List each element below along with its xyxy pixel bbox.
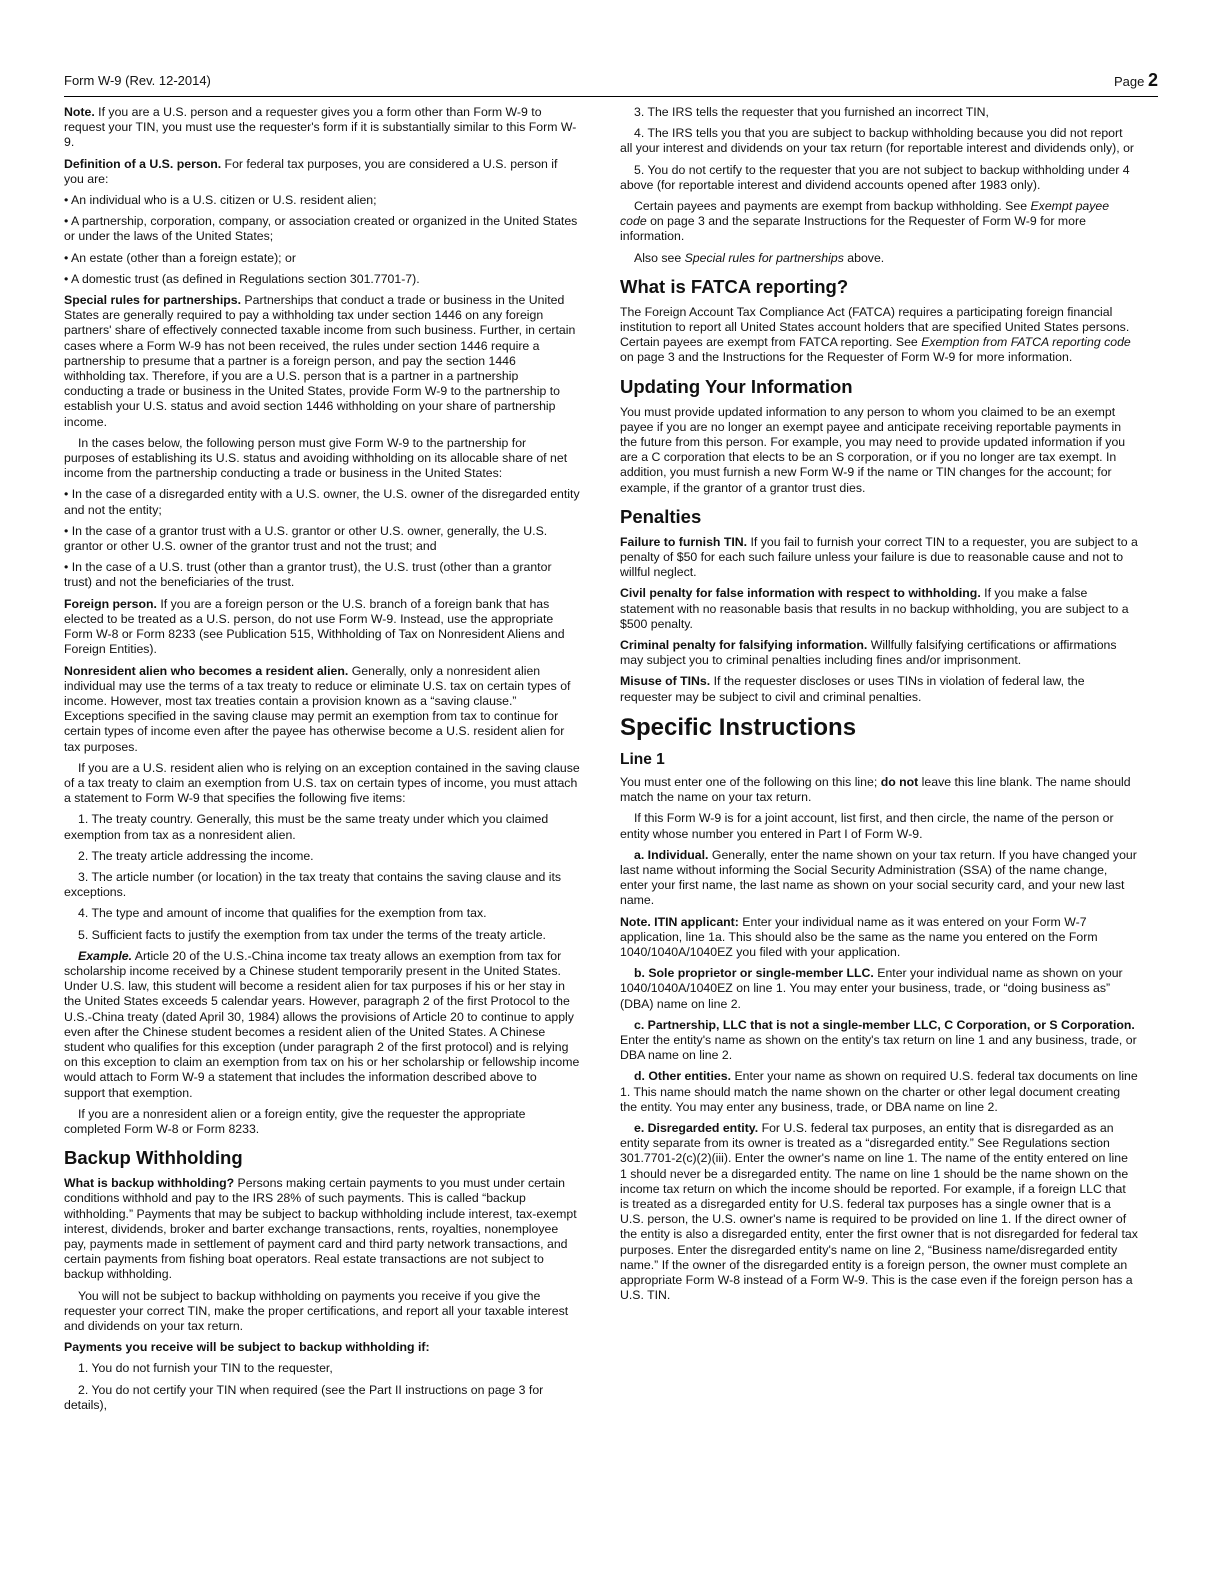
fatca-heading: What is FATCA reporting?	[620, 275, 849, 297]
what-is-backup-text: Persons making certain payments to you must under certain conditions withhold and pay to the IRS 28% of such payments. This is called “backup withholding.” Payments that may be subject to backup withholding include interest, tax-exempt interest, dividends, broker and barter exchange transactions, rents, royalties, nonemployee pay, payments made in settlement of payment card and third party network transactions, and certain payments from fishing boat operators. Real estate transactions are not subject to backup withholding.	[64, 1176, 577, 1282]
payments-item: 3. The IRS tells the requester that you furnished an incorrect TIN,	[634, 105, 989, 119]
joint-account-paragraph: If this Form W-9 is for a joint account, list first, and then circle, the name of the person or entity whose number you entered in Part I of Form W-9.	[620, 811, 1114, 841]
payments-item: 1. You do not furnish your TIN to the requester,	[78, 1361, 333, 1376]
foreign-person-paragraph	[64, 597, 580, 658]
example-lead	[78, 949, 132, 963]
sole-proprietor-paragraph	[620, 966, 1138, 1012]
exempt-payees-paragraph	[620, 199, 1138, 245]
also-text-2: above.	[843, 250, 885, 265]
sole-proprietor-lead: b. Sole proprietor or single-member LLC.	[634, 966, 874, 981]
cases-bullet: • In the case of a grantor trust with a U.S. grantor or other U.S. owner, generally, the U.S. grantor or other U.S. owner of the grantor trust and not the trust; and	[64, 523, 548, 554]
civil-penalty-paragraph	[620, 586, 1138, 632]
not-subject-paragraph: You will not be subject to backup withholding on payments you receive if you give the requester your correct TIN, make the proper certifications, and report all your taxable interest and dividends on your tax return.	[64, 1288, 569, 1334]
civil-penalty-text: If you make a false statement with no reasonable basis that results in no backup withholding, you are subject to a $500 penalty.	[620, 586, 1129, 631]
updating-heading: Updating Your Information	[620, 375, 853, 397]
special-rules-paragraph	[64, 293, 580, 430]
nonresident-foreign-paragraph: If you are a nonresident alien or a foreign entity, give the requester the appropriate completed Form W-8 or Form 8233.	[64, 1106, 526, 1136]
foreign-person-lead: Foreign person.	[64, 596, 157, 611]
specific-instructions-heading: Specific Instructions	[620, 713, 857, 741]
special-rules-text: Partnerships that conduct a trade or business in the United States are generally required to pay a withholding tax under section 1446 on any foreign partners' share of effectively connected taxable income from such business. Further, in certain cases where a Form W-9 has not been received, the rules under section 1446 require a partnership to presume that a partner is a foreign person, and pay the section 1446 withholding tax. Therefore, if you are a U.S. person that is a partner in a partnership conducting a trade or business in the United States, provide Form W-9 to the partnership to establish your U.S. status and avoid section 1446 withholding on your share of partnership income.	[64, 293, 576, 429]
civil-penalty-lead: Civil penalty for false information with respect to withholding.	[620, 586, 981, 601]
page-number-value: 2	[1147, 70, 1158, 90]
line-1-paragraph	[620, 775, 1138, 805]
itin-text: Enter your individual name as it was entered on your Form W-7 application, line 1a. This should also be the same as the name you entered on the Form 1040/1040A/1040EZ you filed with your application.	[620, 914, 1098, 959]
left-column	[64, 105, 580, 1419]
criminal-penalty-lead: Criminal penalty for falsifying information.	[620, 638, 868, 653]
individual-paragraph	[620, 848, 1138, 909]
what-is-backup-paragraph	[64, 1176, 580, 1282]
definition-bullet: • A domestic trust (as defined in Regulations section 301.7701-7).	[64, 271, 420, 286]
exempt-text-2: on page 3 and the separate Instructions for the Requester of Form W-9 for more information.	[620, 214, 1086, 244]
penalties-heading: Penalties	[620, 505, 702, 527]
individual-lead: a. Individual.	[634, 847, 709, 862]
line-1-do-not: do not	[880, 774, 919, 789]
payments-subject-lead: Payments you receive will be subject to backup withholding if:	[64, 1340, 430, 1355]
nonresident-paragraph	[64, 664, 580, 755]
misuse-paragraph	[620, 674, 1138, 704]
fatca-code-ref: Exemption from FATCA reporting code	[921, 335, 1131, 350]
criminal-penalty-text: Willfully falsifying certifications or affirmations may subject you to criminal penalties including fines and/or imprisonment.	[620, 638, 1117, 668]
disregarded-entity-text: For U.S. federal tax purposes, an entity that is disregarded as an entity separate from its owner is treated as a “disregarded entity.” See Regulations section 301.7701-2(c)(2)(iii). Enter the owner's name on line 1. The name of the entity entered on line 1 should never be a disregarded entity. The name on line 1 should be the name shown on the income tax return on which the income should be reported. For example, if a foreign LLC that is treated as a disregarded entity for U.S. federal tax purposes has a single owner that is a U.S. person, the U.S. owner's name is required to be provided on line 1. If the direct owner of the entity is also a disregarded entity, enter the first owner that is not disregarded for federal tax purposes. Enter the disregarded entity's name on line 2, “Business name/disregarded entity name.” If the owner of the disregarded entity is a foreign person, the owner must complete an appropriate Form W-8 instead of a Form W-9. This is the case even if the foreign person has a U.S. TIN.	[620, 1120, 1138, 1303]
special-rules-ref: Special rules for partnerships	[684, 250, 844, 265]
line-1-text-2: leave this line blank. The name should match the name on your tax return.	[620, 774, 1131, 805]
treaty-item: 4. The type and amount of income that qualifies for the exemption from tax.	[78, 906, 487, 921]
line-1-text-1: You must enter one of the following on this line;	[620, 774, 881, 789]
failure-text: If you fail to furnish your correct TIN to a requester, you are subject to a penalty of $50 for each such failure unless your failure is due to reasonable cause and not to willful neglect.	[620, 534, 1138, 580]
also-see-paragraph	[620, 251, 1138, 266]
special-rules-lead: Special rules for partnerships.	[64, 293, 241, 308]
criminal-penalty-paragraph	[620, 638, 1138, 668]
failure-paragraph	[620, 535, 1138, 581]
partnership-lead: c. Partnership, LLC that is not a single-member LLC, C Corporation, or S Corporation.	[634, 1017, 1135, 1032]
other-entities-paragraph	[620, 1069, 1138, 1115]
payments-item: 2. You do not certify your TIN when required (see the Part II instructions on page 3 for details),	[64, 1382, 544, 1412]
nonresident-text: Generally, only a nonresident alien individual may use the terms of a tax treaty to reduce or eliminate U.S. tax on certain types of income. However, most tax treaties contain a provision known as a “saving clause.” Exceptions specified in the saving clause may permit an exemption from tax to continue for certain types of income even after the payee has otherwise become a U.S. resident alien for tax purposes.	[64, 663, 571, 754]
page-header	[64, 70, 1158, 94]
header-rule	[64, 96, 1158, 97]
nonresident-lead: Nonresident alien who becomes a resident alien.	[64, 663, 349, 678]
other-entities-text: Enter your name as shown on required U.S. federal tax documents on line 1. This name should match the name shown on the charter or other legal document creating the entity. You may enter any business, trade, or DBA name on line 2.	[620, 1069, 1138, 1114]
line-1-heading: Line 1	[620, 750, 665, 768]
other-entities-lead: d. Other entities.	[634, 1069, 732, 1084]
resident-alien-paragraph: If you are a U.S. resident alien who is relying on an exception contained in the saving clause of a tax treaty to claim an exemption from U.S. tax on certain types of income, you must attach a statement to Form W-9 that specifies the following five items:	[64, 760, 580, 806]
partnership-paragraph	[620, 1018, 1138, 1064]
fatca-text-2: on page 3 and the Instructions for the Requester of Form W-9 for more information.	[620, 350, 1073, 365]
definition-bullet: • An individual who is a U.S. citizen or U.S. resident alien;	[64, 193, 377, 208]
page-label: Page	[1114, 74, 1148, 89]
what-is-backup-lead: What is backup withholding?	[64, 1176, 235, 1191]
itin-lead: Note. ITIN applicant:	[620, 914, 739, 929]
backup-withholding-heading: Backup Withholding	[64, 1147, 243, 1169]
payments-item: 5. You do not certify to the requester that you are not subject to backup withholding under 4 above (for reportable interest and dividend accounts opened after 1983 only).	[620, 162, 1130, 192]
page-number	[1114, 70, 1158, 91]
partnership-text: Enter the entity's name as shown on the entity's tax return on line 1 and any business, trade, or DBA name on line 2.	[620, 1032, 1137, 1063]
disregarded-entity-paragraph	[620, 1121, 1138, 1303]
example-lead-italic: Example.	[78, 948, 132, 963]
treaty-item: 3. The article number (or location) in the tax treaty that contains the saving clause and its exceptions.	[64, 869, 562, 900]
note-paragraph	[64, 105, 580, 151]
exempt-text-1: Certain payees and payments are exempt from backup withholding. See	[634, 199, 1031, 214]
definition-paragraph	[64, 157, 580, 187]
payments-item: 4. The IRS tells you that you are subject to backup withholding because you did not report all your interest and dividends on your tax return (for reportable interest and dividends only), or	[620, 126, 1135, 156]
right-column	[620, 105, 1138, 1309]
cases-bullet: • In the case of a U.S. trust (other than a grantor trust), the U.S. trust (other than a grantor trust) and not the beneficiaries of the trust.	[64, 560, 552, 590]
form-id: Form W-9 (Rev. 12-2014)	[64, 73, 211, 88]
cases-bullet: • In the case of a disregarded entity with a U.S. owner, the U.S. owner of the disregarded entity and not the entity;	[64, 487, 580, 517]
definition-text: For federal tax purposes, you are considered a U.S. person if you are:	[64, 156, 558, 186]
treaty-item: 2. The treaty article addressing the income.	[78, 848, 314, 863]
note-lead: Note.	[64, 105, 95, 119]
itin-paragraph	[620, 915, 1138, 961]
exempt-payee-code-ref: Exempt payee code	[620, 199, 1110, 229]
definition-bullet: • An estate (other than a foreign estate); or	[64, 250, 296, 265]
misuse-lead: Misuse of TINs.	[620, 674, 711, 689]
cases-paragraph: In the cases below, the following person must give Form W-9 to the partnership for purposes of establishing its U.S. status and avoiding withholding on its allocable share of net income from the partnership conducting a trade or business in the United States:	[64, 435, 568, 481]
fatca-paragraph	[620, 305, 1138, 366]
failure-lead: Failure to furnish TIN.	[620, 534, 748, 549]
definition-lead: Definition of a U.S. person.	[64, 156, 222, 171]
also-text-1: Also see	[634, 250, 685, 265]
example-text: Article 20 of the U.S.-China income tax treaty allows an exemption from tax for scholarship income received by a Chinese student temporarily present in the United States. Under U.S. law, this student will become a resident alien for tax purposes if his or her stay in the United States exceeds 5 calendar years. However, paragraph 2 of the first Protocol to the U.S.-China treaty (dated April 30, 1984) allows the provisions of Article 20 to continue to apply even after the Chinese student becomes a resident alien of the United States. A Chinese student who qualifies for this exception (under paragraph 2 of the first protocol) and is relying on this exception to claim an exemption from tax on his or her scholarship or fellowship income would attach to Form W-9 a statement that includes the information described above to support that exemption.	[64, 948, 580, 1100]
note-text: If you are a U.S. person and a requester gives you a form other than Form W-9 to request your TIN, you must use the requester's form if it is substantially similar to this Form W-9.	[64, 105, 577, 150]
foreign-person-text: If you are a foreign person or the U.S. branch of a foreign bank that has elected to be treated as a U.S. person, do not use Form W-9. Instead, use the appropriate Form W-8 or Form 8233 (see Publication 515, Withholding of Tax on Nonresident Aliens and Foreign Entities).	[64, 596, 565, 657]
treaty-item: 1. The treaty country. Generally, this must be the same treaty under which you claimed exemption from tax as a nonresident alien.	[64, 812, 549, 842]
individual-text: Generally, enter the name shown on your tax return. If you have changed your last name without informing the Social Security Administration (SSA) of the name change, enter your first name, the last name as shown on your social security card, and your new last name.	[620, 847, 1137, 908]
definition-bullet: • A partnership, corporation, company, or association created or organized in the United States or under the laws of the United States;	[64, 214, 578, 244]
disregarded-entity-lead: e. Disregarded entity.	[634, 1120, 759, 1135]
fatca-text-1: The Foreign Account Tax Compliance Act (FATCA) requires a participating foreign financial institution to report all United States account holders that are specified United States persons. Certain payees are exempt from FATCA reporting. See	[620, 304, 1130, 350]
treaty-item: 5. Sufficient facts to justify the exemption from tax under the terms of the treaty article.	[78, 927, 546, 942]
updating-paragraph: You must provide updated information to any person to whom you claimed to be an exempt payee if you are no longer an exempt payee and anticipate receiving reportable payments in the future from this person. For example, you may need to provide updated information if you are a C corporation that elects to be an S corporation, or if you no longer are tax exempt. In addition, you must furnish a new Form W-9 if the name or TIN changes for the account; for example, if the grantor of a grantor trust dies.	[620, 404, 1126, 495]
example-paragraph	[64, 949, 580, 1101]
misuse-text: If the requester discloses or uses TINs in violation of federal law, the requester may be subject to civil and criminal penalties.	[620, 674, 1085, 704]
sole-proprietor-text: Enter your individual name as shown on your 1040/1040A/1040EZ on line 1. You may enter your business, trade, or “doing business as” (DBA) name on line 2.	[620, 966, 1123, 1011]
